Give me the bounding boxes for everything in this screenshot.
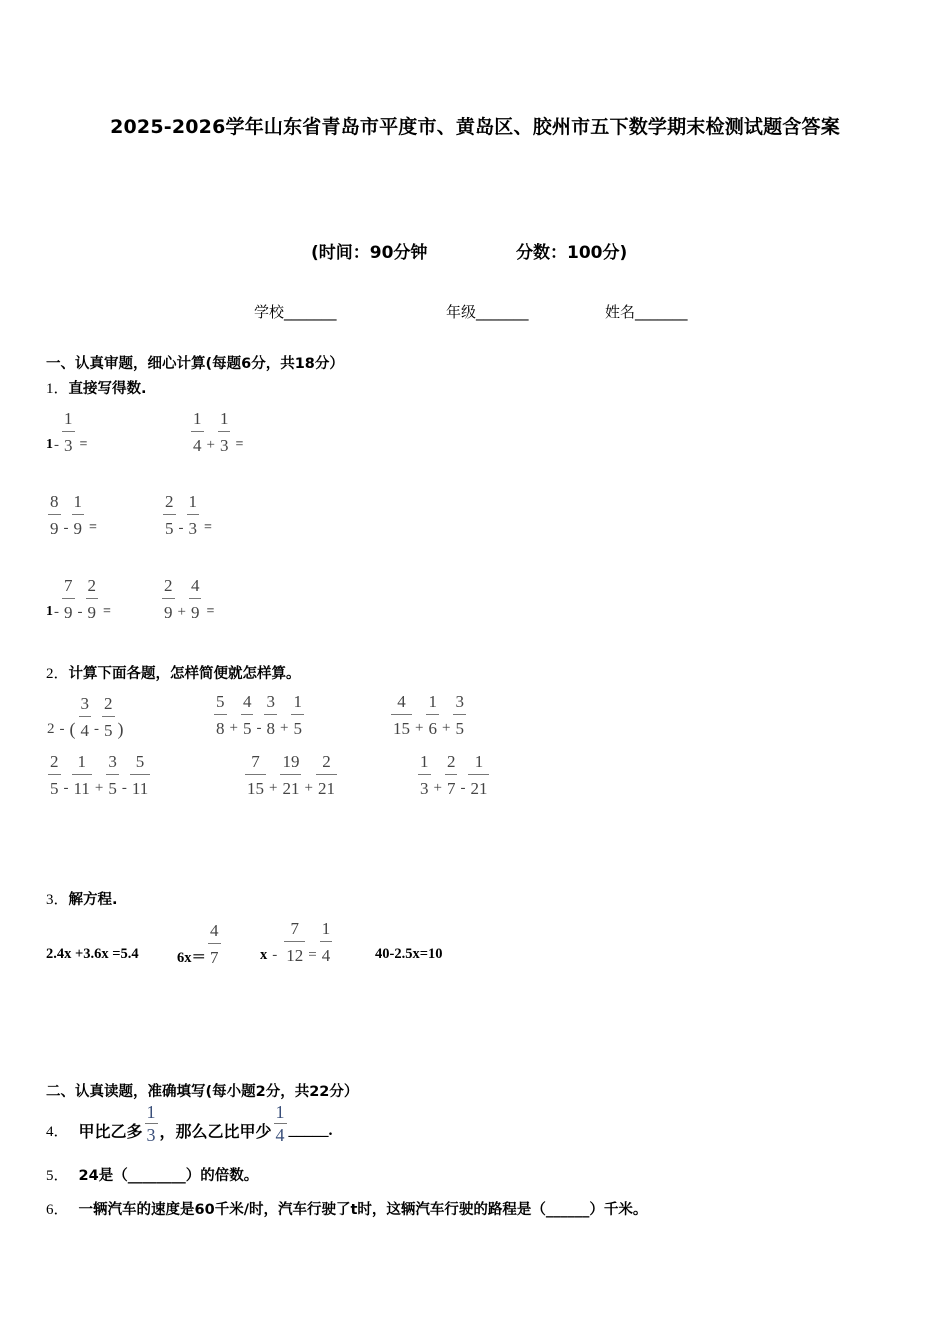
calc-2a: 2 - ( $\frac{3}{4}$ - $\frac{2}{5}$ ) xyxy=(47,693,124,740)
fraction: $\frac{1}{3}$ xyxy=(146,1102,156,1145)
name-field[interactable]: 姓名_______ xyxy=(605,303,688,321)
fraction: $\frac{1}{9}$ xyxy=(73,492,82,538)
fraction: $\frac{19}{21}$ xyxy=(282,752,300,798)
fraction: $\frac{1}{5}$ xyxy=(293,692,302,738)
fraction: $\frac{2}{5}$ xyxy=(104,693,113,740)
exam-score: 分数：100分) xyxy=(516,243,628,263)
calc-1d: $\frac{2}{5}$ - $\frac{1}{3}$ = xyxy=(165,492,212,538)
calc-2f: $\frac{1}{3}$ + $\frac{2}{7}$ - $\frac{1}{21}$ xyxy=(420,752,488,798)
calc-1f: $\frac{2}{9}$ + $\frac{4}{9}$ = xyxy=(164,576,215,622)
fraction: $\frac{1}{3}$ xyxy=(219,409,229,455)
fraction: $\frac{7}{9}$ xyxy=(64,576,73,622)
calc-1b: $\frac{1}{4}$ + $\frac{1}{3}$ = xyxy=(193,409,244,455)
fraction: $\frac{1}{4}$ xyxy=(321,919,331,965)
calc-2c: $\frac{4}{15}$ + $\frac{1}{6}$ + $\frac{3}{5}$ xyxy=(393,692,464,738)
grade-field[interactable]: 年级_______ xyxy=(446,303,529,321)
question-2: 2．计算下面各题，怎样简便就怎样算。 xyxy=(46,666,301,682)
school-field[interactable]: 学校_______ xyxy=(254,303,337,321)
fraction: $\frac{4}{7}$ xyxy=(210,920,219,967)
fraction: $\frac{1}{3}$ xyxy=(188,492,197,538)
fraction: $\frac{3}{5}$ xyxy=(455,692,464,738)
section-1-heading: 一、认真审题，细心计算(每题6分，共18分） xyxy=(46,356,344,372)
equation-1: 2.4x +3.6x =5.4 xyxy=(46,946,139,962)
fraction: $\frac{2}{5}$ xyxy=(50,752,59,798)
fraction: $\frac{2}{5}$ xyxy=(165,492,174,538)
fraction: $\frac{3}{8}$ xyxy=(266,692,275,738)
fraction: $\frac{1}{21}$ xyxy=(470,752,488,798)
question-6: 6． 一辆汽车的速度是60千米/时，汽车行驶了t时，这辆汽车行驶的路程是（______）千米。 xyxy=(46,1202,648,1218)
fraction: $\frac{4}{9}$ xyxy=(190,576,200,622)
fraction: $\frac{2}{21}$ xyxy=(317,752,335,798)
equation-4: 40-2.5x=10 xyxy=(375,946,443,962)
fraction: $\frac{1}{11}$ xyxy=(73,752,90,798)
calc-1c: $\frac{8}{9}$ - $\frac{1}{9}$ = xyxy=(50,492,97,538)
fraction: $\frac{7}{15}$ xyxy=(247,752,264,798)
fraction: $\frac{3}{5}$ xyxy=(108,752,117,798)
question-1: 1．直接写得数. xyxy=(46,381,147,397)
fraction: $\frac{3}{4}$ xyxy=(80,693,89,740)
question-3: 3．解方程. xyxy=(46,892,118,908)
fraction: $\frac{4}{5}$ xyxy=(242,692,252,738)
fraction: $\frac{2}{9}$ xyxy=(87,576,96,622)
fraction: $\frac{1}{6}$ xyxy=(428,692,437,738)
section-2-heading: 二、认真读题，准确填写(每小题2分，共22分） xyxy=(46,1084,359,1100)
question-4: 4． 甲比乙多 $\frac{1}{3}$ ，那么乙比甲少 $\frac{1}{4}$ _____. xyxy=(46,1102,333,1145)
fraction: $\frac{2}{7}$ xyxy=(446,752,456,798)
fraction: $\frac{1}{4}$ xyxy=(275,1102,285,1145)
fraction: $\frac{1}{3}$ xyxy=(64,409,73,455)
fraction: $\frac{8}{9}$ xyxy=(50,492,59,538)
calc-2e: $\frac{7}{15}$ + $\frac{19}{21}$ + $\frac{2}{21}$ xyxy=(247,752,335,798)
page-title: 2025-2026学年山东省青岛市平度市、黄岛区、胶州市五下数学期末检测试题含答案 xyxy=(110,116,840,138)
fraction: $\frac{4}{15}$ xyxy=(393,692,410,738)
calc-1e: 1 - $\frac{7}{9}$ - $\frac{2}{9}$ = xyxy=(46,576,111,622)
exam-time: (时间：90分钟 xyxy=(311,243,428,263)
calc-2b: $\frac{5}{8}$ + $\frac{4}{5}$ - $\frac{3}{8}$ + $\frac{1}{5}$ xyxy=(216,692,302,738)
question-5: 5． 24是（________）的倍数。 xyxy=(46,1168,259,1184)
fraction: $\frac{7}{12}$ xyxy=(286,919,304,965)
fraction: $\frac{1}{4}$ xyxy=(193,409,202,455)
equation-3: x - $\frac{7}{12}$ = $\frac{1}{4}$ xyxy=(260,919,331,965)
fraction: $\frac{2}{9}$ xyxy=(164,576,173,622)
fraction: $\frac{5}{8}$ xyxy=(216,692,225,738)
equation-2: 6x＝ $\frac{4}{7}$ xyxy=(177,920,219,967)
calc-1a: 1 - $\frac{1}{3}$ = xyxy=(46,409,88,455)
fraction: $\frac{5}{11}$ xyxy=(131,752,149,798)
calc-2d: $\frac{2}{5}$ - $\frac{1}{11}$ + $\frac{3}{5}$ - $\frac{5}{11}$ xyxy=(50,752,149,798)
fraction: $\frac{1}{3}$ xyxy=(420,752,429,798)
